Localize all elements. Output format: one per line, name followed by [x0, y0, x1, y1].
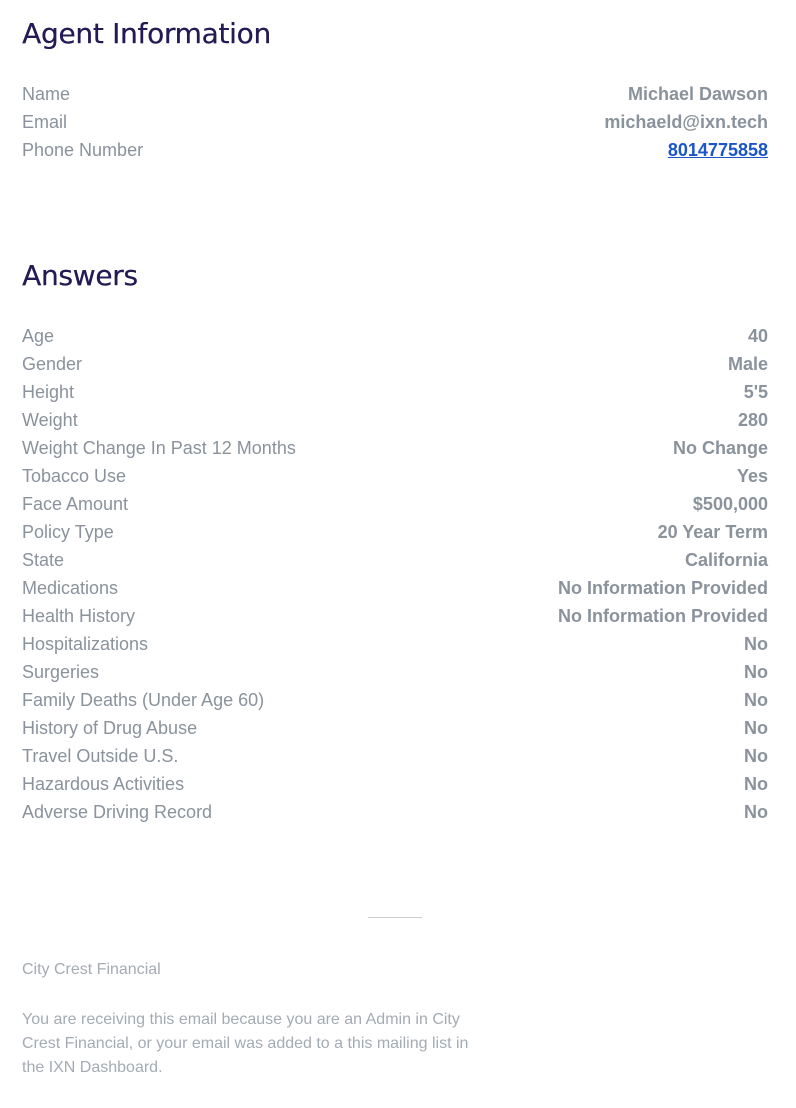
row-value: 40 [747, 325, 768, 346]
answers-list [22, 322, 768, 826]
row-label: Family Deaths (Under Age 60) [22, 689, 265, 710]
answer-row [22, 546, 768, 574]
row-label: Weight Change In Past 12 Months [22, 437, 296, 458]
row-label: Medications [22, 577, 119, 598]
agent-row-name [22, 80, 768, 108]
row-label: Email [22, 111, 68, 132]
answer-row [22, 490, 768, 518]
row-value: No [744, 717, 768, 738]
answer-row [22, 602, 768, 630]
row-label: Height [22, 381, 75, 402]
row-label: Hospitalizations [22, 633, 149, 654]
row-label: Health History [22, 605, 136, 626]
answer-row [22, 378, 768, 406]
row-value: 5'5 [743, 381, 768, 402]
agent-information-heading: Agent Information [22, 17, 271, 50]
row-label: State [22, 549, 65, 570]
answer-row [22, 462, 768, 490]
row-label: Travel Outside U.S. [22, 745, 179, 766]
answer-row [22, 518, 768, 546]
answer-row [22, 798, 768, 826]
agent-row-phone [22, 136, 768, 164]
footer-company-name: City Crest Financial [22, 961, 161, 978]
agent-row-email [22, 108, 768, 136]
row-value: Yes [736, 465, 768, 486]
row-value: No Information Provided [557, 577, 768, 598]
agent-info-list [22, 80, 768, 164]
answer-row [22, 714, 768, 742]
answer-row [22, 658, 768, 686]
row-label: Gender [22, 353, 83, 374]
row-value: Michael Dawson [627, 83, 768, 104]
row-label: Policy Type [22, 521, 114, 542]
row-value: 20 Year Term [657, 521, 768, 542]
answer-row [22, 742, 768, 770]
row-label: Weight [22, 409, 78, 430]
answer-row [22, 406, 768, 434]
row-value: 280 [737, 409, 768, 430]
phone-link[interactable]: 8014775858 [667, 139, 768, 160]
row-label: History of Drug Abuse [22, 717, 198, 738]
answer-row [22, 686, 768, 714]
row-value: No [744, 801, 768, 822]
row-value: No Information Provided [557, 605, 768, 626]
row-value: No [744, 745, 768, 766]
row-value: No [744, 689, 768, 710]
row-label: Tobacco Use [22, 465, 127, 486]
row-label: Face Amount [22, 493, 129, 514]
answer-row [22, 574, 768, 602]
row-label: Age [22, 325, 55, 346]
row-value: No [744, 661, 768, 682]
footer-divider [368, 917, 422, 918]
row-label: Phone Number [22, 139, 144, 160]
answers-heading: Answers [22, 259, 138, 292]
row-label: Adverse Driving Record [22, 801, 213, 822]
answer-row [22, 434, 768, 462]
row-value: No [744, 773, 768, 794]
answer-row [22, 770, 768, 798]
answer-row [22, 350, 768, 378]
row-value: California [684, 549, 768, 570]
row-value: No Change [672, 437, 768, 458]
row-value: michaeld@ixn.tech [604, 111, 768, 132]
answer-row [22, 322, 768, 350]
answer-row [22, 630, 768, 658]
row-label: Surgeries [22, 661, 100, 682]
footer-disclaimer: You are receiving this email because you are an Admin in City Crest Financial, or your email was added to a this mailing list in the IXN Dashboard. [22, 1011, 469, 1076]
row-value: No [744, 633, 768, 654]
row-value: $500,000 [692, 493, 768, 514]
row-label: Hazardous Activities [22, 773, 185, 794]
row-label: Name [22, 83, 71, 104]
row-value: Male [727, 353, 768, 374]
